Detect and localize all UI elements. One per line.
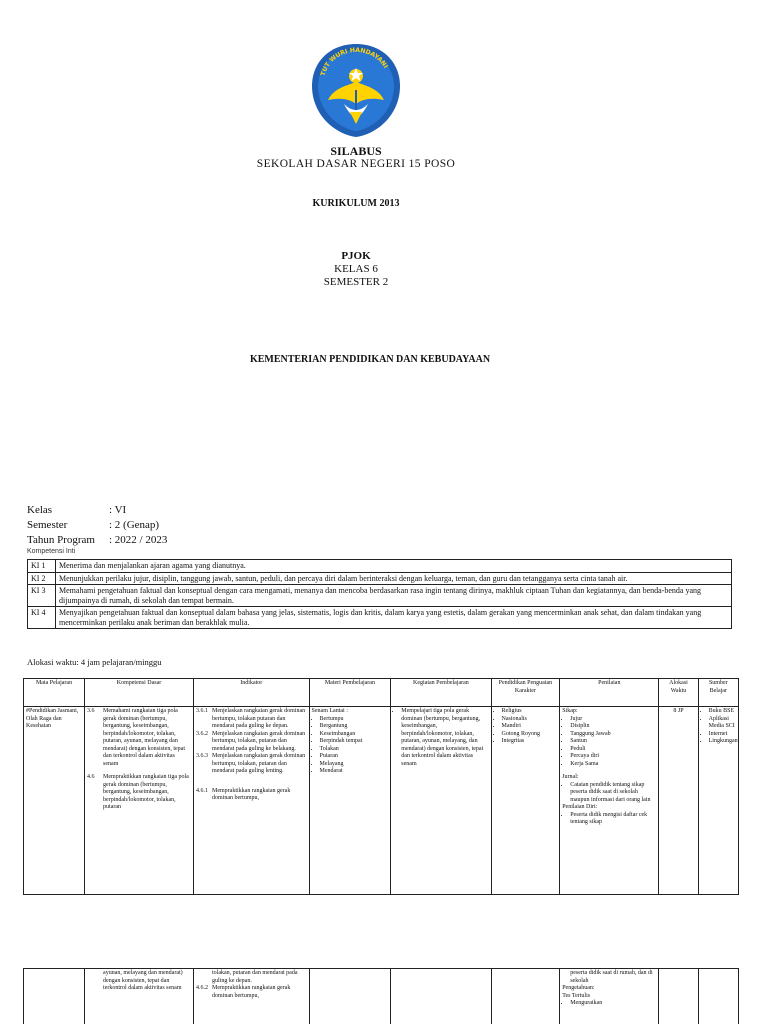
- cell-alokasi: 8 JP: [659, 707, 698, 895]
- ki-row: KI 4 Menyajikan pengetahuan faktual dan konseptual dalam bahasa yang jelas, sistematis, logis dan kritis, dalam karya yang estetis, dalam gerakan yang mencerminkan anak sehat, dan dalam tindakan yang mencerminkan perilaku anak beriman dan berakhlak mulia.: [28, 607, 732, 629]
- syllabus-row: [24, 969, 739, 1024]
- syllabus-header-row: [24, 679, 739, 707]
- subject: PJOK: [341, 250, 371, 262]
- header-indikator: Indikator: [194, 679, 310, 707]
- syllabus-table: [23, 678, 739, 895]
- svg-text:TUT WURI HANDAYANI: TUT WURI HANDAYANI: [319, 46, 389, 77]
- header-kegiatan: Kegiatan Pembelajaran: [391, 679, 491, 707]
- cell-mata-pelajaran: [24, 969, 85, 1024]
- semester-heading: SEMESTER 2: [323, 276, 389, 288]
- alokasi-waktu-note: Alokasi waktu: 4 jam pelajaran/minggu: [27, 657, 162, 667]
- cell-alokasi: [659, 969, 698, 1024]
- ki-row: KI 1 Menerima dan menjalankan ajaran agama yang dianutnya.: [28, 560, 732, 573]
- cell-kegiatan: [391, 969, 491, 1024]
- header-sumber: Sumber Belajar: [698, 679, 738, 707]
- cell-penilaian: Sikap: • Jujur • Disiplin • Tanggung Jawab • Santun • Peduli • Percaya diri • Kerja Sama Jurnal: • Catatan pendidik tentang sikap peserta didik saat di sekolah maupun informasi dari orang lain Penilaian Diri: • Peserta didik mengisi daftar cek tentang sikap: [560, 707, 659, 895]
- cell-kompetensi-dasar: ayunan, melayang dan mendarat) dengan konsisten, tepat dan terkontrol dalam aktivitas senam: [85, 969, 194, 1024]
- ki-caption: Kompetensi Inti: [27, 548, 76, 555]
- syllabus-table-continued: [23, 968, 739, 1024]
- info-kelas: Kelas : VI: [27, 504, 127, 516]
- cell-materi: Senam Lantai : • Bertumpu • Bergantung • Keseimbangan • Berpindah tempat • Tolakan • Putaran • Melayang • Mendarat: [309, 707, 391, 895]
- cell-indikator: tolakan, putaran dan mendarat pada guling ke depan. 4.6.2 Mempraktikkan rangkaian gerak dominan bertumpu,: [194, 969, 310, 1024]
- cell-kompetensi-dasar: 3.6 Memahami rangkaian tiga pola gerak dominan (bertumpu, bergantung, keseimbangan, berpindah/lokomotor, tolakan, putaran, ayunan, melayang dan mendarat) dengan konsisten, tepat dan terkontrol dalam aktivitas senam 4.6 Mempraktikkan rangkaian tiga pola gerak dominan (bertumpu, bergantung, keseimbangan, berpindah/lokomotor, tolakan, putaran: [85, 707, 194, 895]
- cell-kegiatan: • Mempelajari tiga pola gerak dominan (bertumpu, bergantung, keseimbangan, berpindah/lokomotor, tolakan, putaran, ayunan, melayang, dan mendarat) dengan konsisten, tepat dan terkontrol dalam aktivitas senam: [391, 707, 491, 895]
- cell-karakter: • Religius • Nasionalis • Mandiri • Gotong Royong • Integritas: [491, 707, 560, 895]
- cell-sumber: • Buku BSE • Aplikasi Media SCI • Internet • Lingkungan: [698, 707, 738, 895]
- header-karakter: Pendidikan Penguatan Karakter: [491, 679, 560, 707]
- header-mata-pelajaran: Mata Pelajaran: [24, 679, 85, 707]
- cell-karakter: [491, 969, 560, 1024]
- info-tahun: Tahun Program : 2022 / 2023: [27, 534, 168, 546]
- curriculum: KURIKULUM 2013: [312, 198, 400, 209]
- header-materi: Materi Pembelajaran: [309, 679, 391, 707]
- class-level: KELAS 6: [334, 263, 378, 275]
- ki-row: KI 2 Menunjukkan perilaku jujur, disiplin, tanggung jawab, santun, peduli, dan percaya diri dalam berinteraksi dengan keluarga, teman, dan guru dan tetangganya serta cinta tanah air.: [28, 572, 732, 585]
- header-kompetensi-dasar: Kompetensi Dasar: [85, 679, 194, 707]
- school-name: SEKOLAH DASAR NEGERI 15 POSO: [256, 158, 456, 170]
- syllabus-row: [24, 707, 739, 895]
- cell-mata-pelajaran: #Pendidikan Jasmani, Olah Raga dan Kesehatan: [24, 707, 85, 895]
- tut-wuri-handayani-logo: [306, 42, 406, 139]
- kompetensi-inti-table: [27, 559, 732, 629]
- cell-materi: [309, 969, 391, 1024]
- cell-indikator: 3.6.1 Menjelaskan rangkaian gerak dominan bertumpu, tolakan putaran dan mendarat pada guling ke depan. 3.6.2 Menjelaskan rangkaian gerak dominan bertumpu, tolakan, putaran dan mendarat pada guling ke belakang. 3.6.3 Menjelaskan rangkaian gerak dominan bertumpu, tolakan, putaran dan mendarat pada guling lenting. 4.6.1 Mempraktikkan rangkaian gerak dominan bertumpu,: [194, 707, 310, 895]
- document-title: SILABUS: [330, 144, 382, 158]
- cell-sumber: [698, 969, 738, 1024]
- cell-penilaian: peserta didik saat di rumah, dan di sekolah Pengetahuan: Tes Tertulis • Menguraikan: [560, 969, 659, 1024]
- info-semester: Semester : 2 (Genap): [27, 519, 160, 531]
- ki-row: KI 3 Memahami pengetahuan faktual dan konseptual dengan cara mengamati, menanya dan mencoba berdasarkan rasa ingin tentang dirinya, makhluk ciptaan Tuhan dan kegiatannya, dan benda-benda yang dijumpainya di rumah, di sekolah dan tempat bermain.: [28, 585, 732, 607]
- header-penilaian: Penilaian: [560, 679, 659, 707]
- ministry-name: KEMENTERIAN PENDIDIKAN DAN KEBUDAYAAN: [249, 354, 491, 365]
- header-alokasi: Alokasi Waktu: [659, 679, 698, 707]
